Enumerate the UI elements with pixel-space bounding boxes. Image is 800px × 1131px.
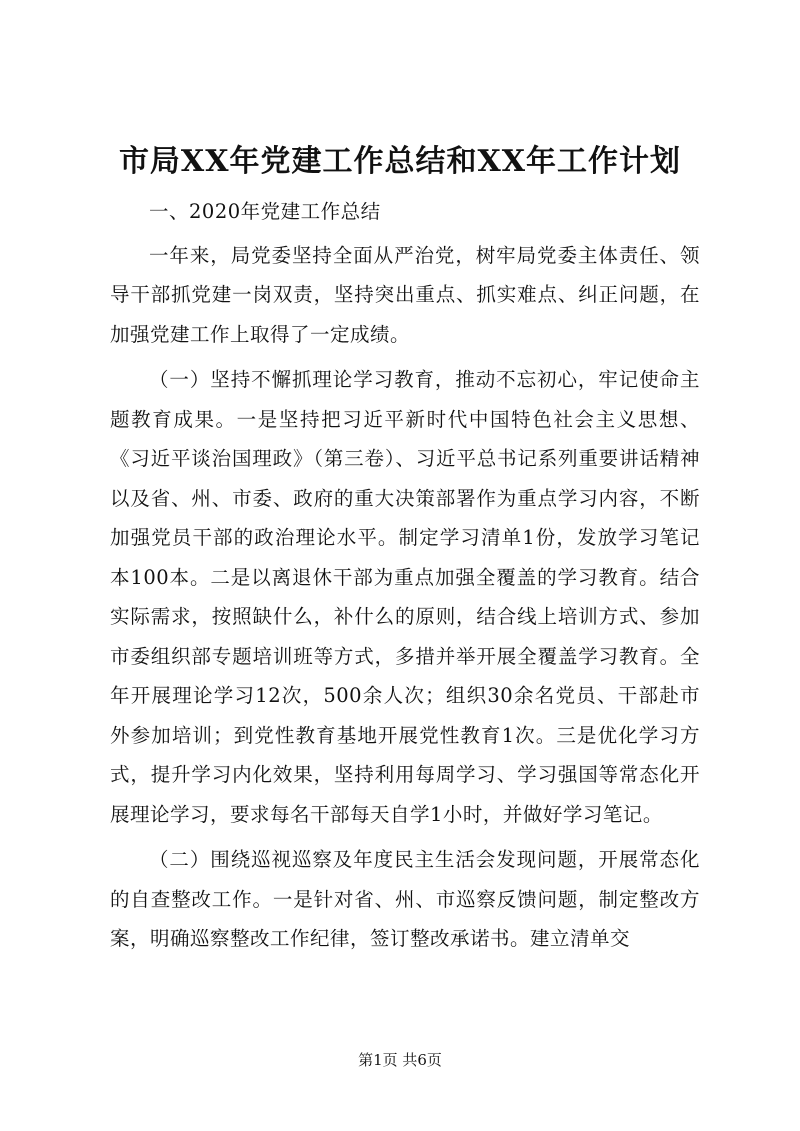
paragraph-intro: 一年来，局党委坚持全面从严治党，树牢局党委主体责任、领导干部抓党建一岗双责，坚持突出重点、抓实难点、纠正问题，在加强党建工作上取得了一定成绩。 bbox=[110, 243, 700, 346]
paragraph-rectification: （二）围绕巡视巡察及年度民主生活会发现问题，开展常态化的自查整改工作。一是针对省、州、市巡察反馈问题，制定整改方案，明确巡察整改工作纪律，签订整改承诺书。建立清单交 bbox=[110, 848, 700, 950]
page-footer: 第1页 共6页 bbox=[358, 1051, 442, 1069]
paragraph-theory-study: （一）坚持不懈抓理论学习教育，推动不忘初心，牢记使命主题教育成果。一是坚持把习近平新时代中国特色社会主义思想、《习近平谈治国理政》（第三卷）、习近平总书记系列重要讲话精神以及省、州、市委、政府的重大决策部署作为重点学习内容，不断加强党员干部的政治理论水平。制定学习清单1份，发放学习笔记本100本。二是以离退休干部为重点加强全覆盖的学习教育。结合实际需求，按照缺什么，补什么的原则，结合线上培训方式、参加市委组织部专题培训班等方式，多措并举开展全覆盖学习教育。全年开展理论学习12次，500余人次；组织30余名党员、干部赴市外参加培训；到党性教育基地开展党性教育1次。三是优化学习方式，提升学习内化效果，坚持利用每周学习、学习强国等常态化开展理论学习，要求每名干部每天自学1小时，并做好学习笔记。 bbox=[110, 368, 700, 826]
document-title: 市局XX年党建工作总结和XX年工作计划 bbox=[118, 144, 682, 179]
section-heading: 一、2020年党建工作总结 bbox=[149, 200, 381, 223]
document-body bbox=[110, 192, 700, 965]
